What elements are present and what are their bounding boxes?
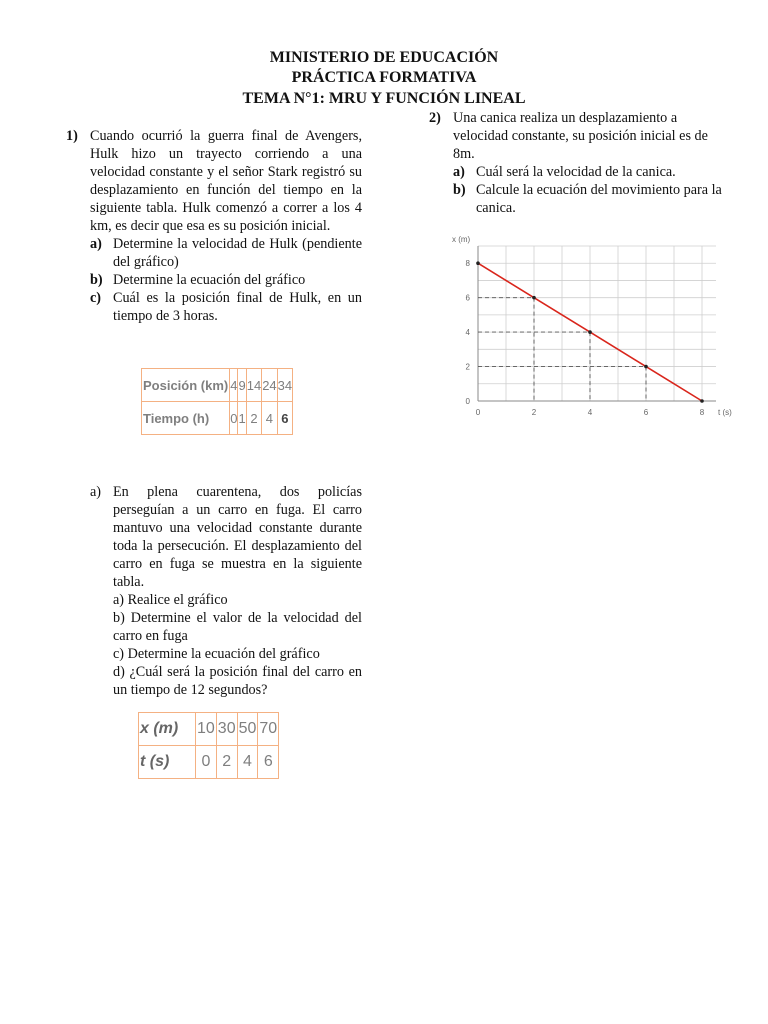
table-cell: 6: [258, 746, 279, 779]
header-topic: TEMA N°1: MRU Y FUNCIÓN LINEAL: [242, 90, 526, 107]
item-label: a): [453, 164, 465, 180]
question-2-number: 2): [429, 110, 441, 126]
table-cell: 0: [230, 402, 238, 435]
y-tick-label: 6: [465, 293, 470, 303]
list-item: b) Determine el valor de la velocidad del carro en fuga: [113, 610, 362, 644]
table-row: [142, 402, 293, 435]
item-label: a): [90, 484, 102, 500]
table-cell: 34: [277, 369, 292, 402]
item-label: b): [90, 272, 103, 288]
table-cell: 10: [196, 713, 217, 746]
question-1-text: Cuando ocurrió la guerra final de Avengers, Hulk hizo un trayecto corriendo a una velocidad constante y el señor Stark registró su desplazamiento en función del tiempo en la siguiente tabla. Hulk comenzó a correr a los 4 km, es decir que esa es su posición inicial.: [90, 128, 362, 234]
question-2-item-a: [453, 163, 725, 181]
table-row-label: Posición (km): [142, 369, 230, 402]
x-tick-label: 8: [699, 408, 705, 417]
position-time-chart: [446, 234, 732, 424]
data-point: [476, 261, 480, 265]
y-tick-label: 0: [465, 397, 470, 406]
table-cell: 2: [216, 746, 237, 779]
header-practice: PRÁCTICA FORMATIVA: [291, 69, 477, 86]
table-cell: 1: [238, 402, 246, 435]
table-cell: 4: [262, 402, 277, 435]
table-cell: 2: [246, 402, 261, 435]
question-1-item-b: [90, 271, 362, 289]
x-axis-label: t (s): [718, 408, 732, 417]
header-ministry: MINISTERIO DE EDUCACIÓN: [269, 49, 499, 66]
table-row-label: Tiempo (h): [142, 402, 230, 435]
item-label: a): [90, 236, 102, 252]
car-table: [138, 712, 279, 779]
question-3-intro: [90, 483, 362, 591]
y-tick-label: 4: [465, 328, 470, 338]
item-text: Cuál es la posición final de Hulk, en un tiempo de 3 horas.: [113, 290, 362, 324]
question-3: [90, 483, 362, 699]
table-row: [142, 369, 293, 402]
item-text: Cuál será la velocidad de la canica.: [476, 164, 676, 180]
row-label-text: t (s): [140, 753, 170, 770]
item-label: b): [453, 182, 466, 198]
item-label: c): [90, 290, 102, 306]
question-1-item-a: [90, 235, 362, 271]
list-item: a) Realice el gráfico: [113, 592, 228, 608]
hulk-table: [141, 368, 293, 435]
row-label-text: x (m): [140, 720, 179, 737]
item-text: Determine la velocidad de Hulk (pendiente del gráfico): [113, 236, 362, 270]
question-3-items: [113, 591, 362, 699]
table-cell: 14: [246, 369, 261, 402]
table-row: [139, 713, 279, 746]
question-2: [429, 109, 725, 217]
table-row-label: [139, 746, 196, 779]
list-item: d) ¿Cuál será la posición final del carro en un tiempo de 12 segundos?: [113, 664, 362, 698]
y-axis-label: x (m): [452, 235, 471, 244]
question-2-item-b: [453, 181, 725, 217]
list-item: c) Determine la ecuación del gráfico: [113, 646, 320, 662]
table-cell: 6: [277, 402, 292, 435]
table-row: [139, 746, 279, 779]
data-point: [532, 296, 536, 300]
question-1: [66, 127, 362, 325]
table-cell: 70: [258, 713, 279, 746]
question-1-item-c: [90, 289, 362, 325]
x-tick-label: 4: [587, 408, 593, 417]
table-cell: 0: [196, 746, 217, 779]
table-cell: 24: [262, 369, 277, 402]
table-row-label: [139, 713, 196, 746]
y-tick-label: 2: [465, 362, 470, 372]
question-3-text: En plena cuarentena, dos policías perseguían a un carro en fuga. El carro mantuvo una velocidad constante durante toda la persecución. El desplazamiento del carro en fuga se muestra en la siguiente tabla.: [113, 484, 362, 590]
table-cell: 4: [230, 369, 238, 402]
item-text: Calcule la ecuación del movimiento para la canica.: [476, 182, 722, 216]
x-tick-label: 0: [475, 408, 481, 417]
item-text: Determine la ecuación del gráfico: [113, 272, 306, 288]
y-tick-label: 8: [465, 259, 470, 269]
data-point: [588, 330, 592, 334]
data-point: [700, 399, 704, 403]
question-1-number: 1): [66, 128, 78, 144]
table-cell: 9: [238, 369, 246, 402]
table-cell: 50: [237, 713, 258, 746]
table-cell: 4: [237, 746, 258, 779]
data-point: [644, 365, 648, 369]
table-cell: 30: [216, 713, 237, 746]
x-tick-label: 2: [531, 408, 537, 417]
question-2-text: Una canica realiza un desplazamiento a velocidad constante, su posición inicial es de 8m.: [453, 110, 708, 162]
x-tick-label: 6: [643, 408, 649, 417]
